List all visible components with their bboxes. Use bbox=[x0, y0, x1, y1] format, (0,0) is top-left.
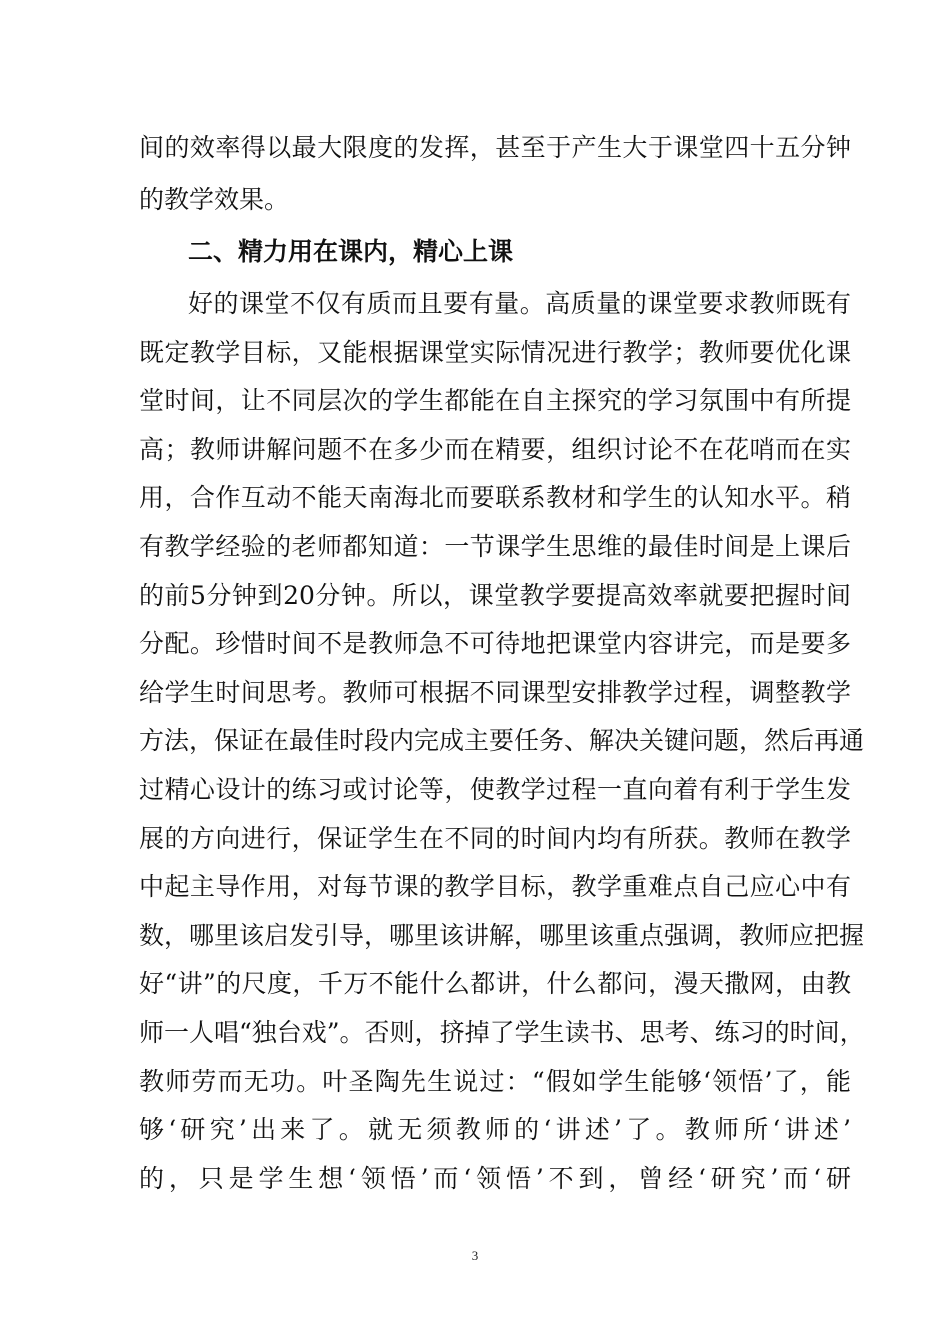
body-line: 用，合作互动不能天南海北而要联系教材和学生的认知水平。稍 bbox=[139, 483, 851, 512]
body-line: 好的课堂不仅有质而且要有量。高质量的课堂要求教师既有 bbox=[188, 289, 851, 318]
body-line: 高；教师讲解问题不在多少而在精要，组织讨论不在花哨而在实 bbox=[139, 435, 851, 464]
body-line: 给学生时间思考。教师可根据不同课型安排教学过程，调整教学 bbox=[139, 678, 851, 707]
body-line: 过精心设计的练习或讨论等，使教学过程一直向着有利于学生发 bbox=[139, 775, 851, 804]
body-line: 的前5分钟到20分钟。所以，课堂教学要提高效率就要把握时间 bbox=[139, 581, 851, 610]
body-line: 中起主导作用，对每节课的教学目标，教学重难点自己应心中有 bbox=[139, 872, 851, 901]
body-line: 展的方向进行，保证学生在不同的时间内均有所获。教师在教学 bbox=[139, 824, 851, 853]
body-line: 方法，保证在最佳时段内完成主要任务、解决关键问题，然后再通 bbox=[139, 726, 865, 755]
section-heading: 二、精力用在课内，精心上课 bbox=[188, 237, 514, 266]
body-line: 师一人唱“独台戏”。否则，挤掉了学生读书、思考、练习的时间， bbox=[139, 1018, 865, 1047]
body-line: 够‘研究’出来了。就无须教师的‘讲述’了。教师所‘讲述’ bbox=[139, 1115, 851, 1144]
body-line: 数，哪里该启发引导，哪里该讲解，哪里该重点强调，教师应把握 bbox=[139, 921, 865, 950]
body-line: 好“讲”的尺度，千万不能什么都讲，什么都问，漫天撒网，由教 bbox=[139, 969, 851, 998]
intro-line-1: 间的效率得以最大限度的发挥，甚至于产生大于课堂四十五分钟 bbox=[139, 133, 851, 162]
body-line: 堂时间，让不同层次的学生都能在自主探究的学习氛围中有所提 bbox=[139, 386, 851, 415]
intro-line-2: 的教学效果。 bbox=[139, 185, 290, 214]
body-line: 既定教学目标，又能根据课堂实际情况进行教学；教师要优化课 bbox=[139, 338, 851, 367]
body-line: 分配。珍惜时间不是教师急不可待地把课堂内容讲完，而是要多 bbox=[139, 629, 851, 658]
body-line: 有教学经验的老师都知道：一节课学生思维的最佳时间是上课后 bbox=[139, 532, 851, 561]
body-line: 教师劳而无功。叶圣陶先生说过：“假如学生能够‘领悟’了，能 bbox=[139, 1067, 851, 1096]
body-line: 的，只是学生想‘领悟’而‘领悟’不到，曾经‘研究’而‘研 bbox=[139, 1164, 851, 1193]
page-number: 3 bbox=[471, 1248, 479, 1263]
